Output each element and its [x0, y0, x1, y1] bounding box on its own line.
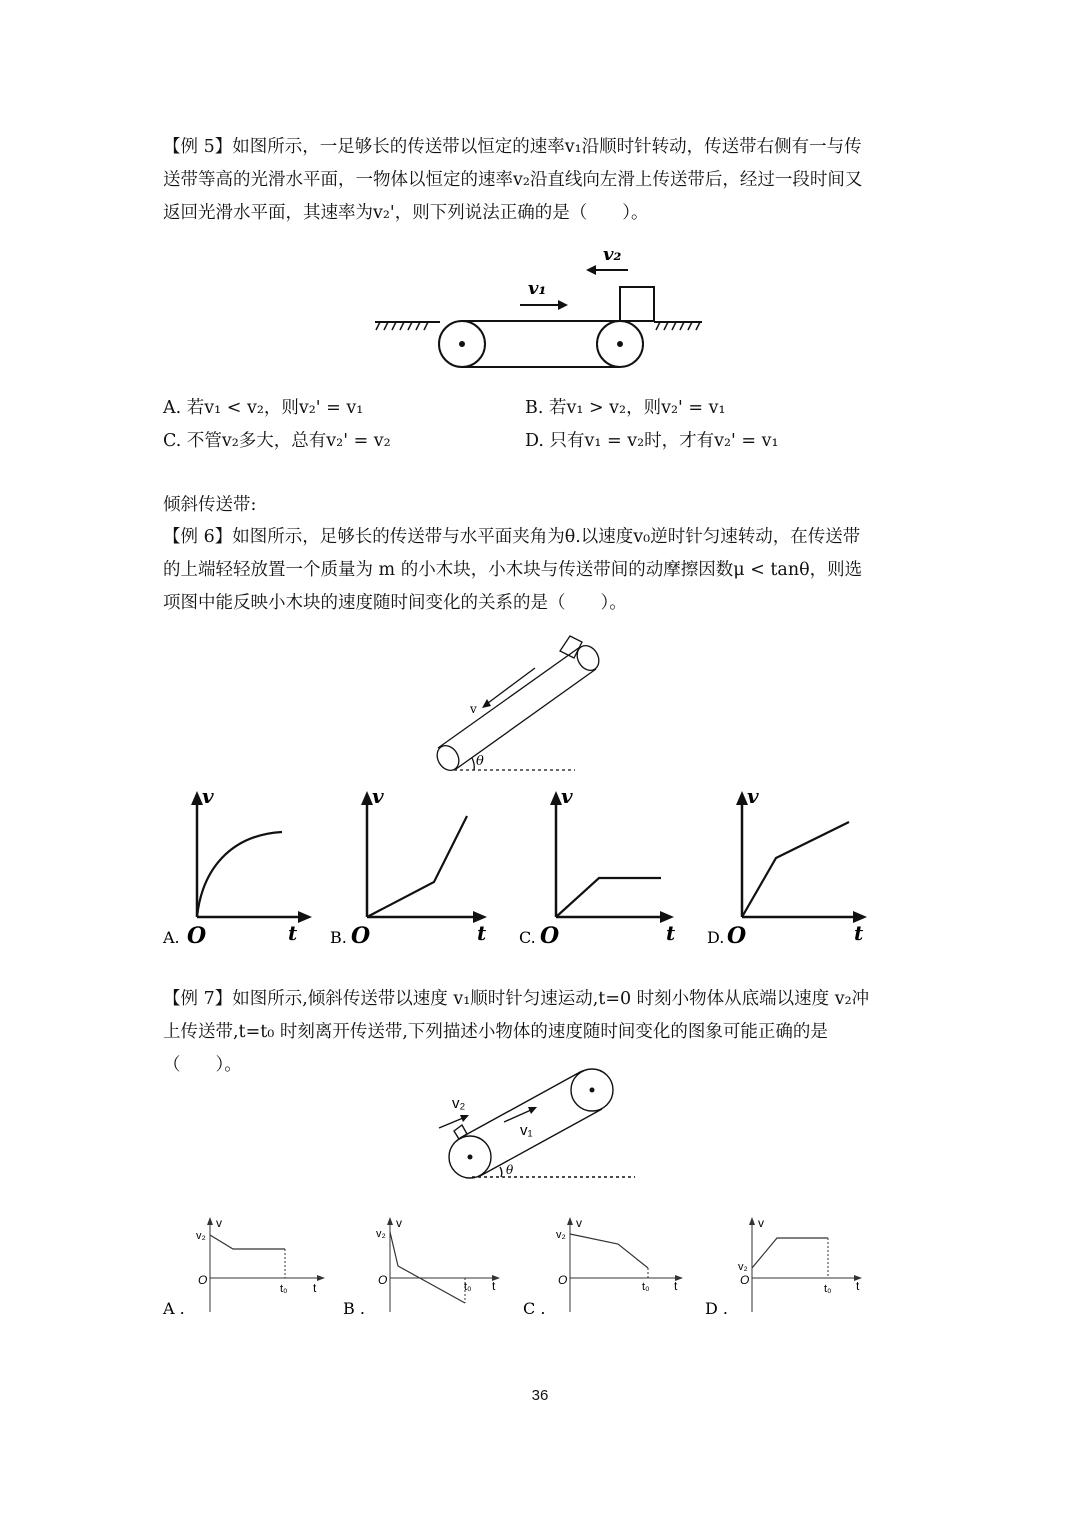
ex6-graph-d-letter: D.	[707, 928, 725, 947]
ex5-belt-figure	[370, 240, 710, 375]
ex6-graph-d	[704, 785, 874, 950]
ex6-line-2: 的上端轻轻放置一个质量为 m 的小木块，小木块与传送带间的动摩擦因数μ < tanθ，则选	[163, 560, 863, 580]
ex7-graph-b-vmark: v₂	[376, 1228, 386, 1240]
ex6-graph-a-origin: O	[187, 923, 207, 949]
ex7-graph-a-xaxis: t	[313, 1281, 317, 1295]
ex7-graph-b-letter: B .	[343, 1299, 365, 1318]
ex6-graph-b-xaxis: t	[477, 921, 487, 945]
ex7-graph-c-tmark: t₀	[642, 1281, 650, 1293]
ex6-incline-figure	[430, 628, 610, 778]
ex6-text	[163, 521, 923, 620]
ex7-graph-a-letter: A .	[163, 1299, 185, 1318]
ex5-line-3: 返回光滑水平面，其速率为v₂'，则下列说法正确的是（ ）。	[163, 203, 649, 223]
ex6-graph-b	[327, 785, 492, 950]
ex5-line-2: 送带等高的光滑水平面，一物体以恒定的速率v₂沿直线向左滑上传送带后，经过一段时间又	[163, 170, 863, 190]
ex7-graph-c-letter: C .	[523, 1299, 546, 1318]
ex7-graph-d-origin: O	[740, 1273, 750, 1287]
ex6-graph-c-origin: O	[540, 923, 560, 949]
ex5-line-1: 【例 5】如图所示，一足够长的传送带以恒定的速率v₁沿顺时针转动，传送带右侧有一与传	[163, 137, 862, 157]
ex7-incline-figure	[430, 1060, 650, 1185]
ex6-graph-c-xaxis: t	[666, 921, 676, 945]
ex5-v1-label: v₁	[528, 278, 547, 299]
ex7-graph-c-origin: O	[558, 1273, 568, 1287]
ex6-graph-d-yaxis: v	[747, 784, 759, 808]
ex7-line-2: 上传送带,t=t₀ 时刻离开传送带,下列描述小物体的速度随时间变化的图象可能正确的是	[163, 1022, 828, 1042]
ex7-graph-b-origin: O	[378, 1273, 388, 1287]
ex7-graph-d-tmark: t₀	[824, 1283, 832, 1295]
ex7-graph-b	[340, 1212, 510, 1322]
ex5-option-c: C. 不管v₂多大，总有v₂' = v₂	[163, 431, 391, 451]
ex6-graph-b-origin: O	[351, 923, 371, 949]
ex6-graph-a-yaxis: v	[202, 784, 214, 808]
ex7-graph-a-tmark: t₀	[280, 1283, 288, 1295]
ex6-graph-c-letter: C.	[519, 928, 536, 947]
ex5-option-b: B. 若v₁ > v₂，则v₂' = v₁	[525, 398, 726, 418]
ex6-theta-label: θ	[476, 754, 484, 769]
ex7-graph-b-xaxis: t	[492, 1279, 496, 1293]
section-heading: 倾斜传送带:	[163, 495, 257, 515]
ex6-graph-c	[516, 785, 681, 950]
ex7-graph-d-letter: D .	[705, 1299, 728, 1318]
ex7-graph-a-origin: O	[198, 1273, 208, 1287]
ex6-graph-a-xaxis: t	[288, 921, 298, 945]
page-number: 36	[531, 1387, 549, 1404]
ex5-v2-label: v₂	[603, 244, 622, 265]
ex6-v-label: v	[470, 702, 477, 716]
ex7-v1-label: v₁	[520, 1122, 533, 1139]
ex6-line-3: 项图中能反映小木块的速度随时间变化的关系的是（ ）。	[163, 593, 627, 613]
ex7-graph-d-xaxis: t	[856, 1279, 860, 1293]
ex7-graph-a	[160, 1212, 330, 1322]
ex6-graph-b-yaxis: v	[372, 784, 384, 808]
ex6-graph-d-xaxis: t	[854, 921, 864, 945]
ex7-line-3: （ ）。	[163, 1055, 242, 1075]
ex7-theta-label: θ	[506, 1163, 514, 1177]
ex7-graph-a-yaxis: v	[216, 1216, 222, 1230]
ex6-graph-d-origin: O	[727, 923, 747, 949]
ex7-graph-b-tmark: t₀	[464, 1281, 472, 1293]
ex7-graph-b-yaxis: v	[396, 1216, 402, 1230]
ex5-option-a: A. 若v₁ < v₂，则v₂' = v₁	[163, 398, 364, 418]
ex7-line-1: 【例 7】如图所示,倾斜传送带以速度 v₁顺时针匀速运动,t=0 时刻小物体从底端以速度 v₂冲	[163, 989, 870, 1009]
ex7-graph-c	[520, 1212, 690, 1322]
ex6-graph-b-letter: B.	[330, 928, 347, 947]
ex7-graph-d-vmark: v₂	[738, 1261, 748, 1273]
ex6-graph-a	[160, 785, 320, 950]
ex7-graph-a-vmark: v₂	[196, 1230, 206, 1242]
ex7-graph-c-vmark: v₂	[556, 1229, 566, 1241]
ex6-line-1: 【例 6】如图所示，足够长的传送带与水平面夹角为θ.以速度v₀逆时针匀速转动，在传送带	[163, 527, 861, 547]
ex5-option-d: D. 只有v₁ = v₂时，才有v₂' = v₁	[525, 431, 779, 451]
ex7-graph-d	[702, 1212, 872, 1322]
ex7-graph-c-yaxis: v	[576, 1216, 582, 1230]
ex7-graph-c-xaxis: t	[674, 1279, 678, 1293]
ex7-graph-d-yaxis: v	[758, 1216, 764, 1230]
ex5-text	[163, 131, 923, 230]
ex7-v2-label: v₂	[452, 1095, 466, 1112]
ex6-graph-a-letter: A.	[163, 928, 180, 947]
ex6-graph-c-yaxis: v	[561, 784, 573, 808]
